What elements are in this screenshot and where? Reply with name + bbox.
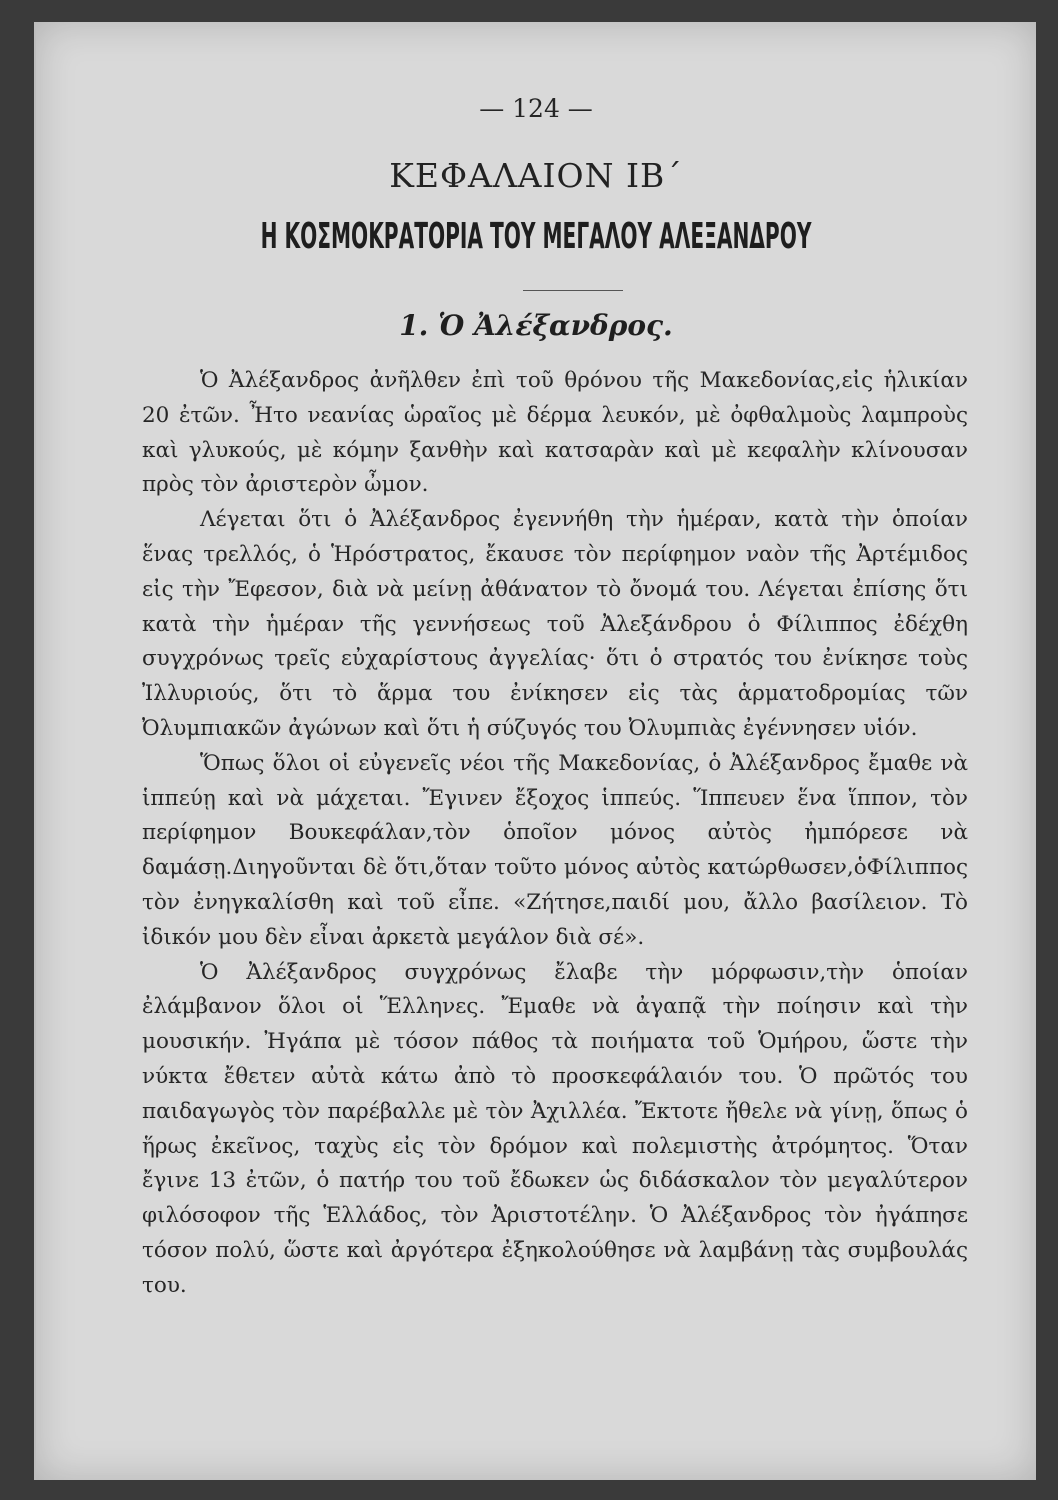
- paragraph: Ὁ Ἀλέξανδρος συγχρόνως ἔλαβε τὴν μόρφωσιν,τὴν ὁποίαν ἐλάμβανον ὅλοι οἱ Ἕλληνες. Ἔμαθε νὰ ἀγαπᾷ τὴν ποίησιν καὶ τὴν μουσικήν. Ἠγάπα μὲ τόσον πάθος τὰ ποιήματα τοῦ Ὁμήρου, ὥστε τὴν νύκτα ἔθετεν αὐτὰ κάτω ἀπὸ τὸ προσκεφάλαιόν του. Ὁ πρῶτός του παιδαγωγὸς τὸν παρέβαλλε μὲ τὸν Ἀχιλλέα. Ἔκτοτε ἤθελε νὰ γίνῃ, ὅπως ὁ ἥρως ἐκεῖνος, ταχὺς εἰς τὸν δρόμον καὶ πολεμιστὴς ἀτρόμητος. Ὅταν ἔγινε 13 ἐτῶν, ὁ πατήρ του τοῦ ἔδωκεν ὡς διδάσκαλον τὸν μεγαλύτερον φιλόσοφον τῆς Ἑλλάδος, τὸν Ἀριστοτέλην. Ὁ Ἀλέξανδρος τὸν ἠγάπησε τόσον πολύ, ὥστε καὶ ἀργότερα ἐξηκολούθησε νὰ λαμβάνῃ τὰς συμβουλάς του.: [142, 959, 968, 1298]
- page-number: — 124 —: [479, 94, 593, 123]
- chapter-label: ΚΕΦΑΛΑΙΟΝ ΙΒ΄: [389, 156, 683, 195]
- section-title: 1. Ὁ Ἀλέξανδρος.: [399, 309, 673, 342]
- paragraph: Ὁ Ἀλέξανδρος ἀνῆλθεν ἐπὶ τοῦ θρόνου τῆς Μακεδονίας,εἰς ἡλικίαν 20 ἐτῶν. Ἦτο νεανίας ὡραῖος μὲ δέρμα λευκόν, μὲ ὀφθαλμοὺς λαμπροὺς καὶ γλυκούς, μὲ κόμην ξανθὴν καὶ κατσαρὰν καὶ μὲ κεφαλὴν κλίνουσαν πρὸς τὸν ἀριστερὸν ὦμον.: [142, 368, 968, 498]
- paragraph: Λέγεται ὅτι ὁ Ἀλέξανδρος ἐγεννήθη τὴν ἡμέραν, κατὰ τὴν ὁποίαν ἕνας τρελλός, ὁ Ἡρόστρατος, ἔκαυσε τὸν περίφημον ναὸν τῆς Ἀρτέμιδος εἰς τὴν Ἔφεσον, διὰ νὰ μείνῃ ἀθάνατον τὸ ὄνομά του. Λέγεται ἐπίσης ὅτι κατὰ τὴν ἡμέραν τῆς γεννήσεως τοῦ Ἀλεξάνδρου ὁ Φίλιππος ἐδέχθη συγχρόνως τρεῖς εὐχαρίστους ἀγγελίας· ὅτι ὁ στρατός του ἐνίκησε τοὺς Ἰλλυριούς, ὅτι τὸ ἅρμα του ἐνίκησεν εἰς τὰς ἁρματοδρομίας τῶν Ὀλυμπιακῶν ἀγώνων καὶ ὅτι ἡ σύζυγός του Ὀλυμπιὰς ἐγέννησεν υἱόν.: [142, 507, 968, 741]
- title-divider: [523, 290, 623, 291]
- body-text: [142, 364, 968, 1304]
- book-page: [34, 22, 1036, 1480]
- paragraph: Ὅπως ὅλοι οἱ εὐγενεῖς νέοι τῆς Μακεδονίας, ὁ Ἀλέξανδρος ἔμαθε νὰ ἱππεύῃ καὶ νὰ μάχεται. Ἔγινεν ἔξοχος ἱππεύς. Ἵππευεν ἕνα ἵππον, τὸν περίφημον Βουκεφάλαν,τὸν ὁποῖον μόνος αὐτὸς ἠμπόρεσε νὰ δαμάσῃ.Διηγοῦνται δὲ ὅτι,ὅταν τοῦτο μόνος αὐτὸς κατώρθωσεν,ὁΦίλιππος τὸν ἐνηγκαλίσθη καὶ τοῦ εἶπε. «Ζήτησε,παιδί μου, ἄλλο βασίλειον. Τὸ ἰδικόν μου δὲν εἶναι ἀρκετὰ μεγάλον διὰ σέ».: [142, 750, 968, 950]
- chapter-title: Η ΚΟΣΜΟΚΡΑΤΟΡΙΑ ΤΟΥ ΜΕΓΑΛΟΥ ΑΛΕΞΑΝΔΡΟΥ: [260, 216, 812, 257]
